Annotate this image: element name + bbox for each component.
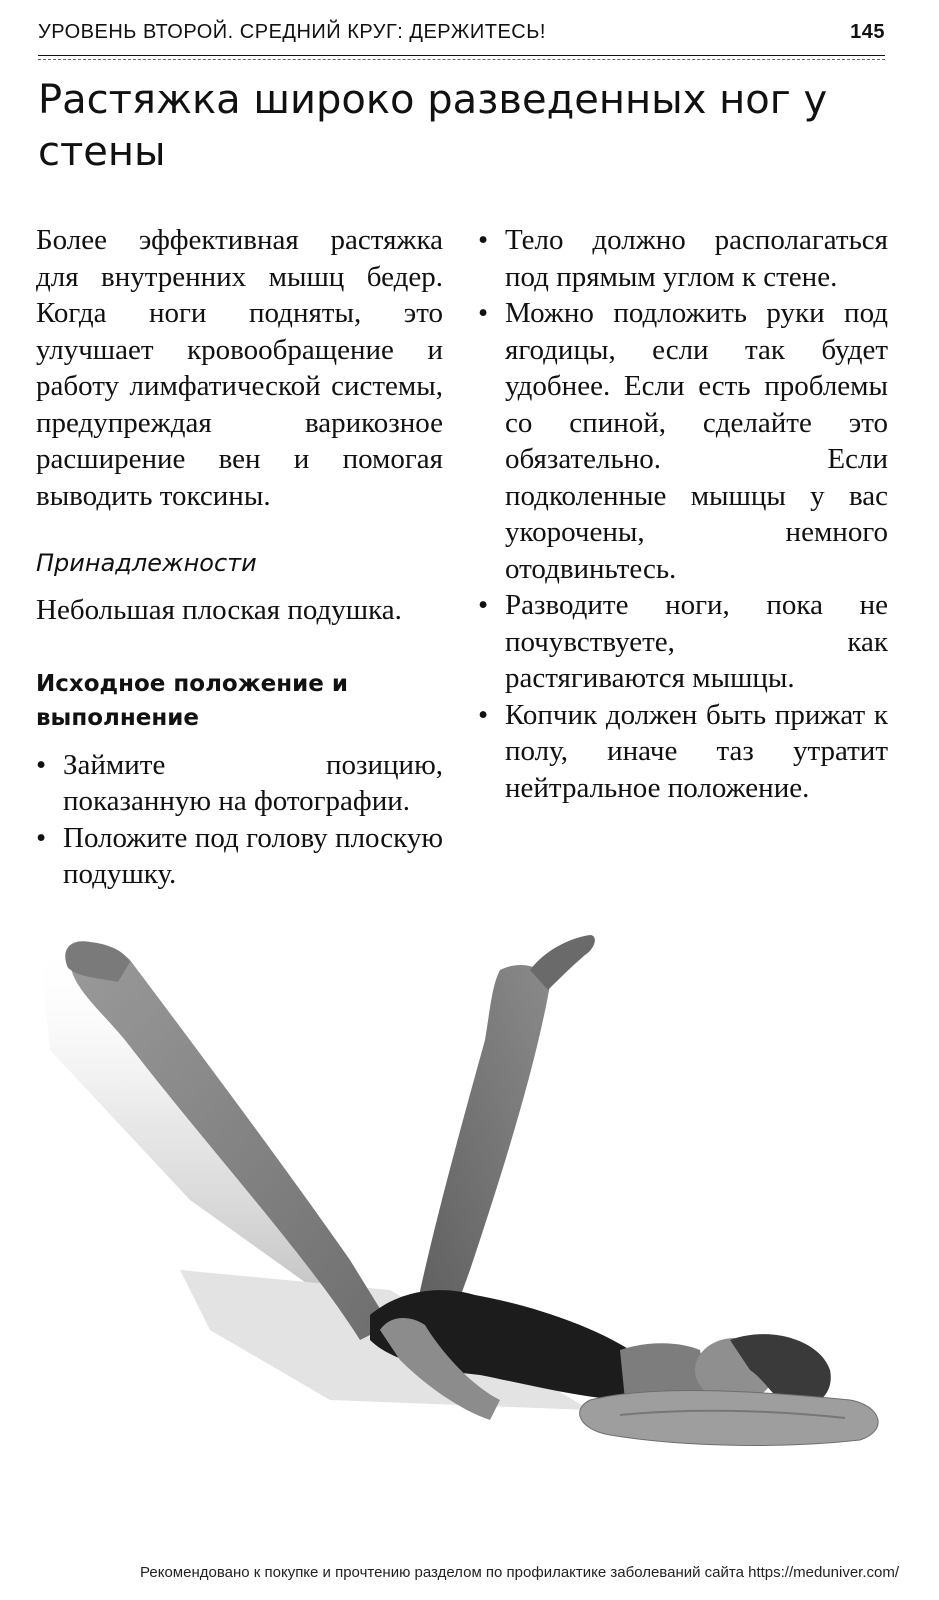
steps-list-right xyxy=(478,222,888,806)
chapter-title: УРОВЕНЬ ВТОРОЙ. СРЕДНИЙ КРУГ: ДЕРЖИТЕСЬ! xyxy=(38,20,546,43)
pillow xyxy=(580,1391,879,1446)
list-item: • Тело должно располагаться под прямым углом к стене. xyxy=(478,224,888,293)
accessories-heading: Принадлежности xyxy=(36,549,257,577)
exercise-photo xyxy=(30,930,910,1490)
footer-note: Рекомендовано к покупке и прочтению разделом по профилактике заболеваний сайта https://meduniver.com/ xyxy=(140,1564,899,1581)
bullet-icon: • xyxy=(478,297,489,329)
list-item: • Положите под голову плоскую подушку. xyxy=(36,821,443,890)
bullet-icon: • xyxy=(36,748,47,781)
bullet-icon: • xyxy=(478,698,489,731)
accessories-text: Небольшая плоская подушка. xyxy=(36,594,402,626)
page-number: 145 xyxy=(850,20,885,43)
header-rule xyxy=(38,55,885,56)
bullet-icon: • xyxy=(478,589,489,621)
steps-list-left xyxy=(36,747,443,893)
list-item: • Копчик должен быть прижат к полу, иначе таз утратит нейтральное положение. xyxy=(478,698,888,804)
page-title: Растяжка широко разведенных ног у стены xyxy=(38,77,828,175)
right-leg xyxy=(415,965,550,1325)
bullet-icon: • xyxy=(478,224,489,256)
header-rule-dashed xyxy=(38,59,885,60)
intro-paragraph: Более эффективная растяжка для внутренних мышц бедер. Когда ноги подняты, это улучшает кровообращение и работу лимфатической системы, предупреждая варикозное расширение вен и помогая выводить токсины. xyxy=(36,224,443,512)
right-column xyxy=(478,222,888,806)
running-head xyxy=(38,18,885,46)
procedure-heading: Исходное положение и выполнение xyxy=(36,670,348,731)
list-item: • Можно подложить руки под ягодицы, если так будет удобнее. Если есть проблемы со спиной, сделайте это обязательно. Если подколенные мышцы у вас укорочены, немного отодвиньтесь. xyxy=(478,297,888,585)
left-column xyxy=(36,222,443,893)
bullet-icon: • xyxy=(36,821,47,854)
list-item: • Займите позицию, показанную на фотографии. xyxy=(36,748,443,817)
list-item: • Разводите ноги, пока не почувствуете, как растягиваются мышцы. xyxy=(478,589,888,694)
